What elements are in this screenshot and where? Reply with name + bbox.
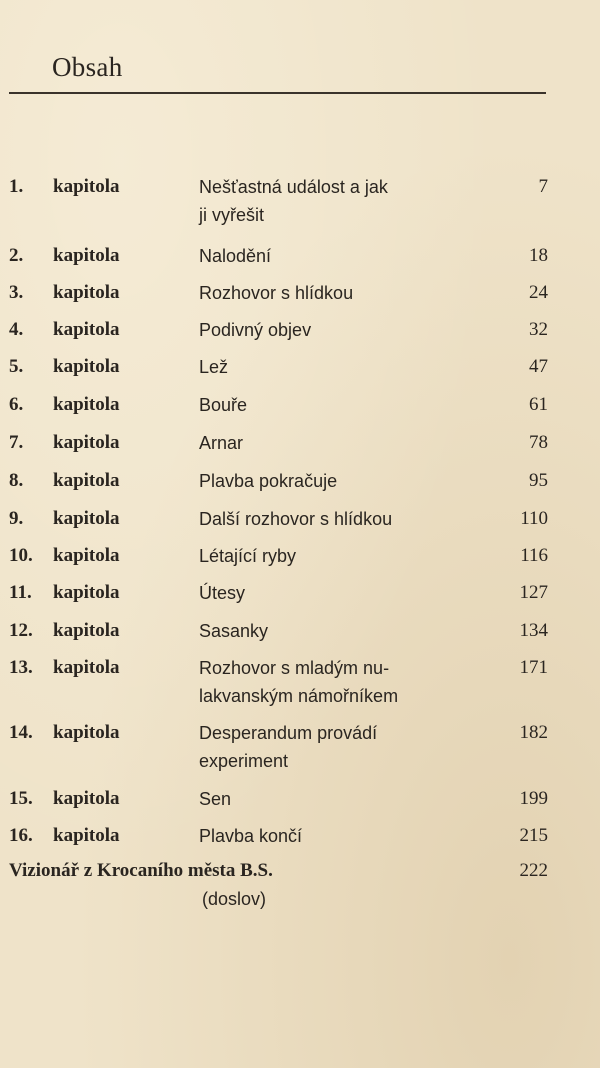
chapter-label: kapitola: [53, 319, 120, 340]
chapter-title: Plavba končí: [199, 826, 303, 846]
chapter-label: kapitola: [53, 722, 120, 743]
chapter-title: Další rozhovor s hlídkou: [199, 509, 393, 529]
chapter-title: Plavba pokračuje: [199, 471, 338, 491]
chapter-page-number: 215: [519, 825, 548, 846]
chapter-page-number: 127: [519, 582, 548, 603]
chapter-number: 3.: [9, 282, 24, 303]
afterword-subtitle: (doslov): [202, 889, 267, 909]
chapter-page-number: 18: [529, 245, 548, 266]
chapter-title: Nalodění: [199, 246, 272, 266]
chapter-label: kapitola: [53, 176, 120, 197]
afterword-title: Vizionář z Krocaního města B.S.: [9, 860, 273, 881]
chapter-title: ji vyřešit: [199, 205, 265, 225]
chapter-page-number: 24: [529, 282, 548, 303]
chapter-title: Podivný objev: [199, 320, 312, 340]
chapter-title: experiment: [199, 751, 289, 771]
chapter-number: 1.: [9, 176, 24, 197]
chapter-number: 16.: [9, 825, 33, 846]
chapter-page-number: 7: [538, 176, 548, 197]
chapter-number: 14.: [9, 722, 33, 743]
chapter-label: kapitola: [53, 394, 120, 415]
chapter-title: Létající ryby: [199, 546, 297, 566]
chapter-page-number: 61: [529, 394, 548, 415]
chapter-label: kapitola: [53, 470, 120, 491]
chapter-label: kapitola: [53, 582, 120, 603]
chapter-label: kapitola: [53, 356, 120, 377]
chapter-label: kapitola: [53, 657, 120, 678]
chapter-number: 2.: [9, 245, 24, 266]
chapter-title: Sen: [199, 789, 232, 809]
chapter-page-number: 199: [519, 788, 548, 809]
chapter-label: kapitola: [53, 432, 120, 453]
chapter-label: kapitola: [53, 245, 120, 266]
chapter-page-number: 47: [529, 356, 548, 377]
chapter-label: kapitola: [53, 620, 120, 641]
chapter-number: 6.: [9, 394, 24, 415]
chapter-label: kapitola: [53, 282, 120, 303]
chapter-title: Desperandum provádí: [199, 723, 378, 743]
afterword-page-number: 222: [519, 860, 548, 881]
chapter-title: Útesy: [199, 583, 246, 603]
chapter-number: 4.: [9, 319, 24, 340]
chapter-label: kapitola: [53, 545, 120, 566]
chapter-title: Lež: [199, 357, 229, 377]
chapter-number: 15.: [9, 788, 33, 809]
chapter-label: kapitola: [53, 788, 120, 809]
chapter-title: Sasanky: [199, 621, 269, 641]
chapter-page-number: 116: [520, 545, 548, 566]
chapter-number: 10.: [9, 545, 33, 566]
chapter-title: Arnar: [199, 433, 244, 453]
chapter-number: 9.: [9, 508, 24, 529]
chapter-page-number: 182: [519, 722, 548, 743]
chapter-page-number: 32: [529, 319, 548, 340]
chapter-page-number: 110: [520, 508, 548, 529]
chapter-number: 5.: [9, 356, 24, 377]
chapter-title: Nešťastná událost a jak: [199, 177, 388, 197]
chapter-title: Rozhovor s mladým nu-: [199, 658, 390, 678]
chapter-title: Bouře: [199, 395, 248, 415]
chapter-number: 12.: [9, 620, 33, 641]
chapter-page-number: 95: [529, 470, 548, 491]
chapter-label: kapitola: [53, 508, 120, 529]
chapter-page-number: 171: [519, 657, 548, 678]
chapter-number: 13.: [9, 657, 33, 678]
chapter-label: kapitola: [53, 825, 120, 846]
chapter-title: lakvanským námořníkem: [199, 686, 399, 706]
chapter-page-number: 78: [529, 432, 548, 453]
chapter-number: 11.: [9, 582, 32, 603]
chapter-number: 7.: [9, 432, 24, 453]
page-title: Obsah: [52, 52, 123, 82]
chapter-number: 8.: [9, 470, 24, 491]
chapter-title: Rozhovor s hlídkou: [199, 283, 354, 303]
chapter-page-number: 134: [519, 620, 548, 641]
